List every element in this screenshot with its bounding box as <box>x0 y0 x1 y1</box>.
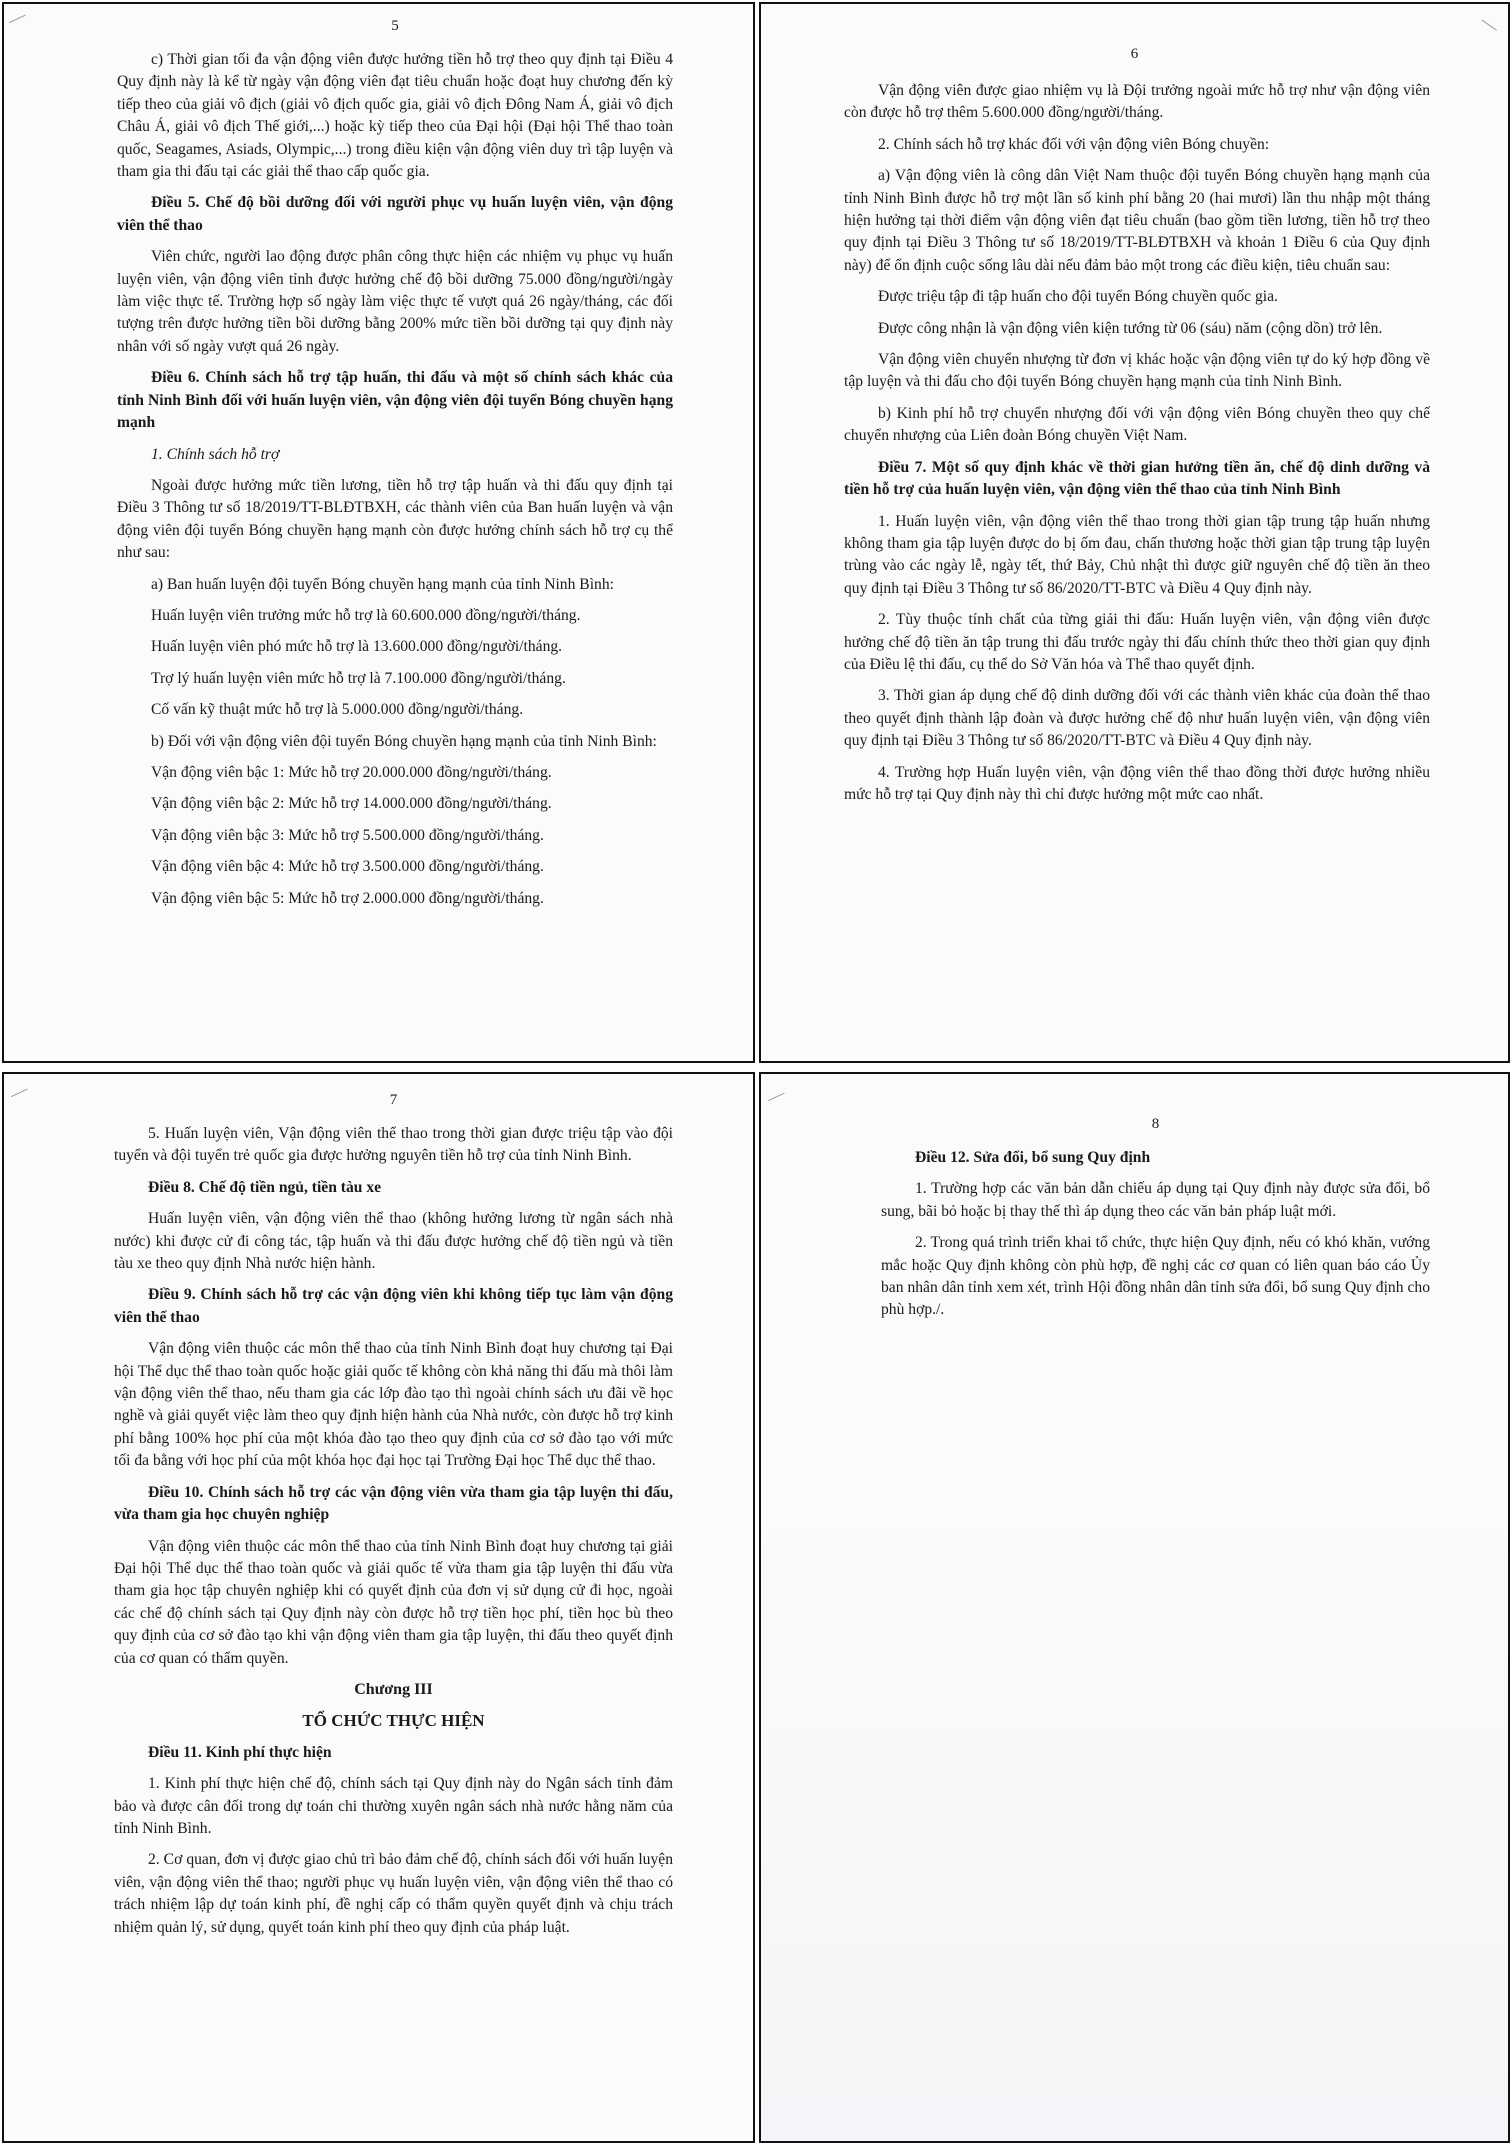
article-heading: Điều 5. Chế độ bồi dưỡng đối với người phục vụ huấn luyện viên, vận động viên thể thao <box>117 194 673 234</box>
scan-artifact <box>1477 20 1497 38</box>
body-paragraph: 1. Trường hợp các văn bản dẫn chiếu áp dụng tại Quy định này được sửa đổi, bổ sung, bãi bỏ hoặc bị thay thế thì áp dụng theo các văn bản pháp luật mới. <box>881 1180 1430 1220</box>
body-paragraph: Vận động viên bậc 4: Mức hỗ trợ 3.500.000 đồng/người/tháng. <box>151 858 544 876</box>
subsection-title: 1. Chính sách hỗ trợ <box>151 445 280 463</box>
page-5 <box>2 2 755 1063</box>
page-content <box>114 1123 673 1939</box>
article-heading: Điều 8. Chế độ tiền ngủ, tiền tàu xe <box>148 1178 382 1196</box>
page-content <box>117 49 673 910</box>
body-paragraph: a) Vận động viên là công dân Việt Nam thuộc đội tuyển Bóng chuyền hạng mạnh của tỉnh Ninh Bình được hỗ trợ một lần số kinh phí bằng 20 (hai mươi) lần thu nhập một tháng hiện hưởng tại thời điểm vận động viên đạt tiêu chuẩn (bao gồm tiền lương, tiền hỗ trợ theo quy định tại Điều 3 Thông tư số 18/2019/TT-BLĐTBXH và khoản 1 Điều 6 của Quy định này) để ổn định cuộc sống lâu dài nếu đảm bảo một trong các điều kiện, tiêu chuẩn sau: <box>844 167 1430 274</box>
body-paragraph: Vận động viên bậc 3: Mức hỗ trợ 5.500.000 đồng/người/tháng. <box>151 826 544 844</box>
body-paragraph: 3. Thời gian áp dụng chế độ dinh dưỡng đối với các thành viên khác của đoàn thể thao theo quyết định thành lập đoàn và được hưởng chế độ như huấn luyện viên, vận động viên quy định tại Điều 3 Thông tư số 86/2020/TT-BTC và Điều 4 Quy định này. <box>844 687 1430 750</box>
article-heading: Điều 6. Chính sách hỗ trợ tập huấn, thi đấu và một số chính sách khác của tỉnh Ninh Bình đối với huấn luyện viên, vận động viên đội tuyển Bóng chuyền hạng mạnh <box>117 369 673 432</box>
body-paragraph: Ngoài được hưởng mức tiền lương, tiền hỗ trợ tập huấn và thi đấu quy định tại Điều 3 Thông tư số 18/2019/TT-BLĐTBXH, các thành viên của Ban huấn luyện và vận động viên đội tuyển Bóng chuyền hạng mạnh còn được hưởng chính sách hỗ trợ cụ thể như sau: <box>117 476 673 562</box>
body-paragraph: c) Thời gian tối đa vận động viên được hưởng tiền hỗ trợ theo quy định tại Điều 4 Quy định này là kể từ ngày vận động viên đạt tiêu chuẩn hoặc đoạt huy chương đến kỳ tiếp theo của giải vô địch (giải vô địch quốc gia, giải vô địch Đông Nam Á, giải vô địch Châu Á, giải vô địch Thế giới,...) hoặc kỳ tiếp theo của Đại hội (Đại hội Thể thao toàn quốc, Seagames, Asiads, Olympic,...) trong điều kiện vận động viên duy trì tập luyện và tham gia thi đấu tại các giải thể thao cấp quốc gia. <box>117 51 673 181</box>
body-paragraph: Vận động viên thuộc các môn thể thao của tỉnh Ninh Bình đoạt huy chương tại Đại hội Thể dục thể thao toàn quốc hoặc giải quốc tế không còn khả năng thi đấu mà thôi làm vận động viên thể thao, nếu tham gia các lớp đào tạo thì ngoài chính sách ưu đãi về học nghề và giải quyết việc làm theo quy định hiện hành của Nhà nước, còn được hỗ trợ kinh phí bằng 100% học phí của một khóa đào tạo theo quy định của cơ sở đào tạo với mức tối đa bằng với học phí của một khóa học đại học tại Trường Đại học Thể dục thể thao. <box>114 1340 673 1470</box>
body-paragraph: Vận động viên chuyển nhượng từ đơn vị khác hoặc vận động viên tự do ký hợp đồng về tập luyện và thi đấu cho đội tuyển Bóng chuyền hạng mạnh của tỉnh Ninh Bình. <box>844 351 1430 391</box>
chapter-title: TỔ CHỨC THỰC HIỆN <box>302 1711 485 1731</box>
body-paragraph: Huấn luyện viên, vận động viên thể thao (không hưởng lương từ ngân sách nhà nước) khi được cử đi công tác, tập huấn và thi đấu được hưởng chế độ tiền ngủ và tiền tàu xe theo quy định Nhà nước hiện hành. <box>114 1210 673 1273</box>
body-paragraph: 2. Cơ quan, đơn vị được giao chủ trì bảo đảm chế độ, chính sách đối với huấn luyện viên, vận động viên thể thao; người phục vụ huấn luyện viên, vận động viên thể thao có trách nhiệm lập dự toán kinh phí, đề nghị cấp có thẩm quyền quyết định và chịu trách nhiệm quản lý, sử dụng, quyết toán kinh phí theo quy định của pháp luật. <box>114 1851 673 1936</box>
body-paragraph: Vận động viên bậc 1: Mức hỗ trợ 20.000.000 đồng/người/tháng. <box>151 763 552 781</box>
page-content <box>844 80 1430 806</box>
body-paragraph: b) Kinh phí hỗ trợ chuyển nhượng đối với vận động viên Bóng chuyền theo quy chế chuyển nhượng của Liên đoàn Bóng chuyền Việt Nam. <box>844 404 1430 445</box>
body-paragraph: Được triệu tập đi tập huấn cho đội tuyển Bóng chuyền quốc gia. <box>878 288 1278 306</box>
body-paragraph: Cố vấn kỹ thuật mức hỗ trợ là 5.000.000 đồng/người/tháng. <box>151 701 524 719</box>
body-paragraph: Được công nhận là vận động viên kiện tướng từ 06 (sáu) năm (cộng dồn) trở lên. <box>878 319 1383 337</box>
body-paragraph: Huấn luyện viên phó mức hỗ trợ là 13.600.000 đồng/người/tháng. <box>151 638 563 656</box>
body-paragraph: a) Ban huấn luyện đội tuyển Bóng chuyền hạng mạnh của tỉnh Ninh Bình: <box>151 575 614 593</box>
article-heading: Điều 11. Kinh phí thực hiện <box>148 1743 332 1761</box>
page-content <box>881 1147 1430 1322</box>
page-7 <box>2 1072 755 2143</box>
scan-bleed-through <box>761 1501 1508 2141</box>
body-paragraph: 5. Huấn luyện viên, Vận động viên thể thao trong thời gian được triệu tập vào đội tuyển và đội tuyển trẻ quốc gia được hưởng nguyên tiền hỗ trợ của tỉnh Ninh Bình. <box>114 1125 673 1165</box>
scan-artifact <box>11 1089 31 1105</box>
body-paragraph: b) Đối với vận động viên đội tuyển Bóng chuyền hạng mạnh của tỉnh Ninh Bình: <box>151 732 657 750</box>
body-paragraph: 1. Kinh phí thực hiện chế độ, chính sách tại Quy định này do Ngân sách tỉnh đảm bảo và được cân đối trong dự toán chi thường xuyên ngân sách nhà nước hằng năm của tỉnh Ninh Bình. <box>114 1775 673 1837</box>
body-paragraph: Vận động viên bậc 2: Mức hỗ trợ 14.000.000 đồng/người/tháng. <box>151 795 552 813</box>
page-number: 5 <box>391 18 399 34</box>
body-paragraph: Viên chức, người lao động được phân công thực hiện các nhiệm vụ phục vụ huấn luyện viên, vận động viên tỉnh được hưởng chế độ bồi dưỡng 75.000 đồng/người/ngày làm việc thực tế. Trường hợp số ngày làm việc thực tế vượt quá 26 ngày/tháng, các đối tượng trên được hưởng tiền bồi dưỡng bằng 200% mức tiền bồi dưỡng tại quy định này nhân với số ngày vượt quá 26 ngày. <box>117 248 673 355</box>
body-paragraph: Vận động viên thuộc các môn thể thao của tỉnh Ninh Bình đoạt huy chương tại giải Đại hội Thể dục thể thao toàn quốc và giải quốc tế vừa tham gia tập luyện thi đấu vừa tham gia học tập chuyên nghiệp khi có quyết định của đơn vị sử dụng cử đi học, ngoài các chế độ chính sách tại Quy định này còn được hỗ trợ tiền học phí, tiền học bù theo quy định của cơ sở đào tạo khi vận động viên tham gia tập luyện, thi đấu theo quyết định của cơ quan có thẩm quyền. <box>114 1537 673 1667</box>
body-paragraph: Trợ lý huấn luyện viên mức hỗ trợ là 7.100.000 đồng/người/tháng. <box>151 669 566 687</box>
article-heading: Điều 10. Chính sách hỗ trợ các vận động viên vừa tham gia tập luyện thi đấu, vừa tham gia học chuyên nghiệp <box>114 1483 673 1524</box>
scan-artifact <box>9 15 29 31</box>
article-heading: Điều 9. Chính sách hỗ trợ các vận động viên khi không tiếp tục làm vận động viên thể thao <box>114 1286 673 1326</box>
page-number: 8 <box>1151 1116 1160 1132</box>
page-number: 7 <box>389 1092 398 1108</box>
article-heading: Điều 7. Một số quy định khác về thời gian hưởng tiền ăn, chế độ dinh dưỡng và tiền hỗ trợ của huấn luyện viên, vận động viên thể thao của tỉnh Ninh Bình <box>844 458 1430 499</box>
page-8 <box>759 1072 1510 2143</box>
body-paragraph: Vận động viên bậc 5: Mức hỗ trợ 2.000.000 đồng/người/tháng. <box>151 889 544 907</box>
body-paragraph: Huấn luyện viên trưởng mức hỗ trợ là 60.600.000 đồng/người/tháng. <box>151 606 581 624</box>
body-paragraph: 4. Trường hợp Huấn luyện viên, vận động viên thể thao đồng thời được hưởng nhiều mức hỗ trợ tại Quy định này thì chỉ được hưởng một mức cao nhất. <box>844 763 1430 803</box>
body-paragraph: 2. Chính sách hỗ trợ khác đối với vận động viên Bóng chuyền: <box>878 135 1270 153</box>
body-paragraph: 1. Huấn luyện viên, vận động viên thể thao trong thời gian tập trung tập huấn nhưng không tham gia tập luyện được do bị ốm đau, chấn thương hoặc thời gian tập trung tập luyện trùng vào các ngày lễ, ngày tết, thứ Bảy, Chủ nhật thì được giữ nguyên chế độ tiền ăn theo quy định tại Điều 3 Thông tư số 86/2020/TT-BTC và Điều 4 Quy định này. <box>844 512 1430 597</box>
chapter-label: Chương III <box>354 1680 433 1698</box>
scan-artifact <box>768 1093 788 1109</box>
page-number: 6 <box>1130 46 1139 62</box>
body-paragraph: 2. Trong quá trình triển khai tổ chức, thực hiện Quy định, nếu có khó khăn, vướng mắc hoặc Quy định không còn phù hợp, đề nghị các cơ quan có liên quan báo cáo Ủy ban nhân dân tỉnh xem xét, trình Hội đồng nhân dân tỉnh sửa đổi, bổ sung Quy định cho phù hợp./. <box>881 1234 1430 1319</box>
article-heading: Điều 12. Sửa đổi, bổ sung Quy định <box>915 1149 1151 1166</box>
page-6 <box>759 2 1510 1063</box>
body-paragraph: Vận động viên được giao nhiệm vụ là Đội trưởng ngoài mức hỗ trợ như vận động viên còn được hỗ trợ thêm 5.600.000 đồng/người/tháng. <box>844 82 1430 122</box>
body-paragraph: 2. Tùy thuộc tính chất của từng giải thi đấu: Huấn luyện viên, vận động viên được hưởng chế độ tiền ăn tập trung thi đấu trước ngày thi đấu chính thức theo thời gian quy định của Điều lệ thi đấu, cụ thể do Sở Văn hóa và Thể thao quyết định. <box>844 611 1430 673</box>
